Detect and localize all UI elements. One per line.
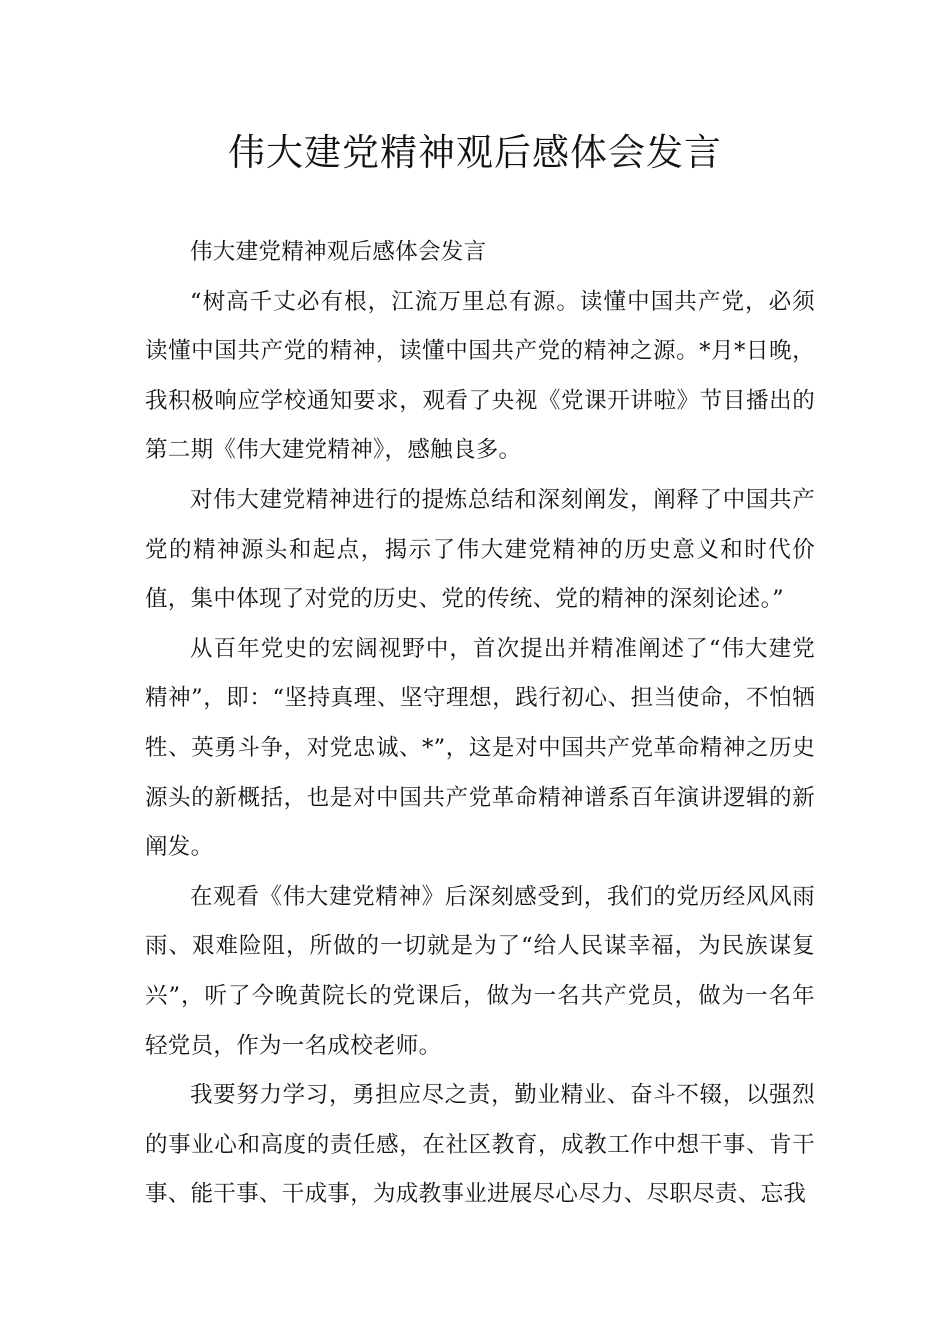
document-title: 伟大建党精神观后感体会发言: [228, 131, 722, 174]
paragraph: “树高千丈必有根，江流万里总有源。读懂中国共产党，必须读懂中国共产党的精神，读懂中国共产党的精神之源。*月*日晚，我积极响应学校通知要求，观看了央视《党课开讲啦》节目播出的第二期《伟大建党精神》，感触良多。: [145, 288, 815, 464]
document-body: [145, 228, 815, 1220]
paragraph: 从百年党史的宏阔视野中，首次提出并精准阐述了“伟大建党精神”，即：“坚持真理、坚守理想，践行初心、担当使命，不怕牺牲、英勇斗争，对党忠诚、*”，这是对中国共产党革命精神之历史源头的新概括，也是对中国共产党革命精神谱系百年演讲逻辑的新阐发。: [145, 635, 815, 861]
paragraph: 对伟大建党精神进行的提炼总结和深刻阐发，阐释了中国共产党的精神源头和起点，揭示了伟大建党精神的历史意义和时代价值，集中体现了对党的历史、党的传统、党的精神的深刻论述。”: [145, 486, 815, 613]
paragraph-subtitle: 伟大建党精神观后感体会发言: [190, 239, 487, 265]
paragraph: 我要努力学习，勇担应尽之责，勤业精业、奋斗不辍，以强烈的事业心和高度的责任感，在社区教育，成教工作中想干事、肯干事、能干事、干成事，为成教事业进展尽心尽力、尽职尽责、忘我: [145, 1082, 815, 1208]
paragraph: 在观看《伟大建党精神》后深刻感受到，我们的党历经风风雨雨、艰难险阻，所做的一切就是为了“给人民谋幸福，为民族谋复兴”，听了今晚黄院长的党课后，做为一名共产党员，做为一名年轻党员，作为一名成校老师。: [145, 883, 815, 1059]
